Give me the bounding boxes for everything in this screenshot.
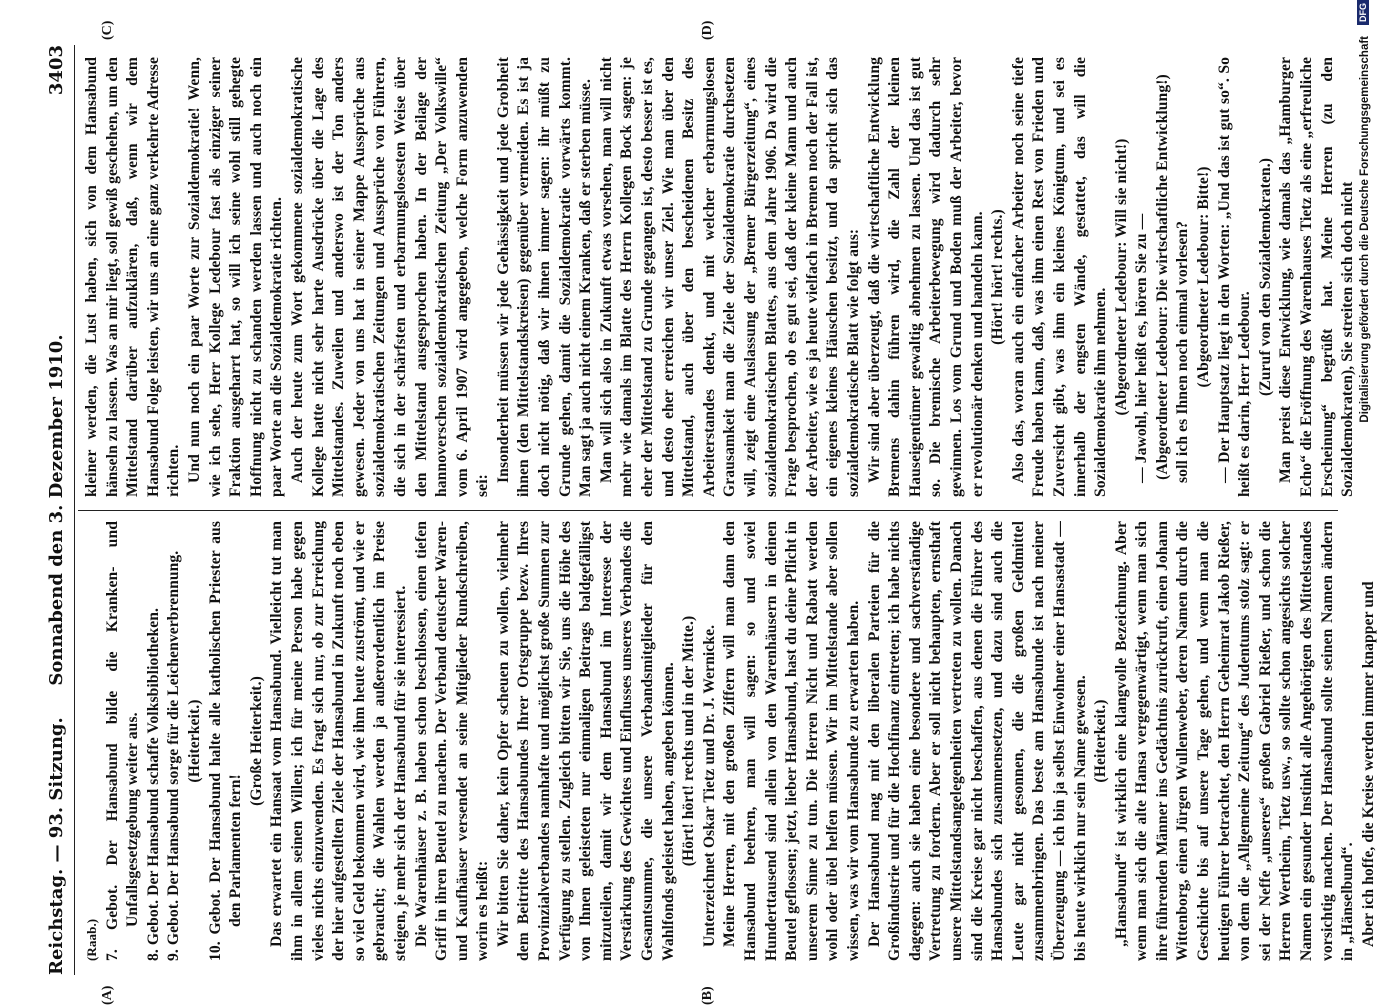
page-header	[40, 45, 74, 975]
paragraph: 9. Gebot. Der Hansabund sorge für die Leichenverbrennung.	[165, 550, 183, 961]
funding-stamp	[1356, 0, 1378, 990]
margin-marker-a: (A)	[100, 985, 115, 1005]
paragraph: Meine Herren, mit den großen Ziffern will man dann den Hansabund beehren, man will sagen: so und soviel Hunderttausend sind allein von den Warenhäusern in deinen Beutel geflossen; jetzt, lieber Hansabund, hast du deine Pflicht in unserem Sinne zu tun. Die Herren Nicht und Rabatt werden wohl oder übel helfen müssen. Wir im Mittelstande aber sollen wissen, was wir vom Hansabunde zu erwarten haben.	[721, 521, 862, 961]
right-column	[82, 56, 1357, 497]
paragraph: Man will sich also in Zukunft etwas vorsehen, man will nicht mehr wie damals im Blatte des Herrn Kollegen Bock sagen: je eher der Mittelstand zu Grunde gegangen ist, desto besser ist es, und desto eher erreichen wir unser Ziel. Wie man über den Mittelstand, auch über den bescheidenen Besitz des Arbeiterstandes denkt, und mit welcher erbarmungslosen Grausamkeit man die Ziele der Sozialdemokratie durchsetzen will, zeigt eine Auslassung der „Bremer Bürgerzeitung“, eines sozialdemokratischen Blattes, aus dem Jahre 1906. Da wird die Frage besprochen, ob es gut sei, daß der kleine Mann und auch der Arbeiter, wie es ja heute vielfach in Bremen noch der Fall ist, ein eigenes kleines Häuschen besitzt, und da spricht sich das sozialdemokratische Blatt wie folgt aus:	[597, 57, 862, 497]
paragraph: Das erwartet ein Hansaat vom Hansabund. Vielleicht tut man ihm in allem seinen Willen; ich für meine Person habe gegen vieles nichts einzuwenden. Es fragt sich nur, ob zur Erreichung der hier aufgestellten Ziele der Hansabund in Zukunft noch eben so viel Geld bekommen wird, wie ihm heute zuströmt, und wie er gebraucht; die Wahlen werden ja außerordentlich im Preise steigen, je mehr sich der Hansabund für sie interessiert.	[268, 521, 409, 961]
paragraph: soll ich es Ihnen noch einmal vorlesen?	[1174, 220, 1192, 483]
margin-marker-d: (D)	[700, 20, 715, 40]
paragraph: Die Warenhäuser z. B. haben schon beschlossen, einen tiefen Griff in ihren Beutel zu machen. Der Verband deutscher Waren- und Kaufhäuser versendet an seine Mitglieder Rundschreiben, worin es heißt:	[412, 521, 492, 961]
paragraph: „Hansabund“ ist wirklich eine klangvolle Bezeichnung. Aber wenn man sich die alte Hansa vergegenwärtigt, wenn man sich ihre führenden Männer ins Gedächtnis zurückruft, einen Johann Wittenborg, einen Jürgen Wullenweber, deren Namen durch die Geschichte bis auf unsere Tage gehen, und wenn man die heutigen Führer betrachtet, den Herrn Geheimrat Jakob Rießer, von dem die „Allgemeine Zeitung“ des Judentums stolz sagt: er sei der Neffe „unseres“ großen Gabriel Rießer, und schon die Herren Wertheim, Tietz usw., so sollte schon angesichts solcher Namen ein gesunder Instinkt alle Angehörigen des Mittelstandes vorsichtig machen. Der Hansabund sollte seinen Namen ändern in „Hänselbund“.	[1112, 521, 1357, 961]
interjection: (Hört! hört! rechts und in der Mitte.)	[680, 615, 698, 867]
interjection: (Heiterkeit.)	[1092, 699, 1110, 783]
interjection: (Große Heiterkeit.)	[247, 676, 265, 806]
interjection: (Abgeordneter Ledebour: Bitte!)	[1195, 166, 1213, 388]
dfg-logo: DFG	[1357, 0, 1369, 25]
paragraph: Wir sind aber überzeugt, daß die wirtschaftliche Entwicklung Bremens dahin führen wird, die Zahl der kleinen Hauseigentümer gewaltig abnehmen zu lassen. Und das ist gut so. Die bremische Arbeiterbewegung wird dadurch sehr gewinnen. Los vom Grund und Boden muß der Arbeiter, bevor er revolutionär denken und handeln kann.	[865, 57, 986, 497]
paragraph: Wir bitten Sie daher, kein Opfer scheuen zu wollen, vielmehr dem Beitritte des Hansabundes Ihrer Ortsgruppe bezw. Ihres Provinzialverbandes namhafte und möglichst große Summen zur Verfügung zu stellen. Zugleich bitten wir Sie, uns die Höhe des von Ihnen geleisteten nur einmaligen Beitrags baldgefälligst mitzuteilen, damit wir dem Hansabund im Interesse der Verstärkung des Gewichtes und Einflusses unseres Verbandes die Gesamtsumme, die unsere Verbandsmitglieder für den Wahlfonds geleistet haben, angeben können.	[494, 521, 677, 961]
left-column	[82, 521, 1377, 961]
speaker-tag: (Raab.)	[84, 918, 99, 961]
paragraph: 8. Gebot. Der Hansabund schaffe Volksbibliotheken.	[144, 607, 162, 961]
interjection: (Heiterkeit.)	[185, 699, 203, 783]
paragraph: Der Hansabund mag mit den liberalen Parteien für die Großindustrie und für die Hochfinanz eintreten; ich habe nichts dagegen: auch sie haben eine besondere und sachverständige Vertretung zu fordern. Aber er soll nicht behaupten, ernsthaft unsere Mittelstandsangelegenheiten vertreten zu wollen. Danach sind die Kreise gar nicht beschaffen, aus denen die Führer des Hansabundes sich zusammensetzen, und dazu sind auch die Leute gar nicht gesonnen, die die großen Geldmittel zusammenbringen. Das beste am Hansabunde ist nach meiner Überzeugung — ich bin ja selbst Einwohner einer Hansastadt — bis heute wirklich nur sein Name gewesen.	[865, 521, 1089, 961]
paragraph: — Der Hauptsatz liegt in den Worten: „Und das ist gut so“. So heißt es darin, Herr Ledebour.	[1215, 57, 1254, 497]
interjection: (Abgeordneter Ledebour: Die wirtschaftliche Entwicklung!)	[1153, 74, 1171, 480]
header-date: Sonnabend den 3. Dezember 1910.	[46, 334, 67, 686]
margin-marker-c: (C)	[100, 20, 115, 40]
paragraph: Unterzeichnet Oskar Tietz und Dr. J. Wernicke.	[700, 624, 718, 947]
left-column-body	[103, 521, 1380, 961]
paragraph: Und nun noch ein paar Worte zur Sozialdemokratie! Wenn, wie ich sehe, Herr Kollege Ledebour fast als einziger seiner Fraktion ausgeharrt hat, so will ich seine wohl still gehegte Hoffnung nicht zu schanden werden lassen und auch noch ein paar Worte an die Sozialdemokratie richten.	[185, 57, 286, 497]
margin-marker-b: (B)	[700, 986, 715, 1005]
column-rule	[78, 510, 1338, 511]
interjection: (Zuruf von den Sozialdemokraten.)	[1256, 157, 1274, 397]
paragraph: Also das, woran auch ein einfacher Arbeiter noch seine tiefe Freude haben kann, daß, was ihm einen Rest von Frieden und Zuversicht gibt, was ihm ein kleines Königtum, und sei es innerhalb der engsten Wände, gestattet, das will die Sozialdemokratie ihm nehmen.	[1009, 57, 1110, 497]
paragraph: 10. Gebot. Der Hansabund halte alle katholischen Priester aus den Parlamenten fern!	[206, 521, 245, 961]
header-rule	[74, 45, 75, 975]
paragraph: Aber ich hoffe, die Kreise werden immer knapper und	[1359, 581, 1377, 947]
paragraph: — Jawohl, hier heißt es, hören Sie zu —	[1133, 213, 1151, 483]
interjection: (Abgeordneter Ledebour: Will sie nicht!)	[1112, 138, 1130, 416]
paragraph: Auch der heute zum Wort gekommene sozialdemokratische Kollege hatte nicht sehr harte Ausdrücke über die Lage des Mittelstandes. Zuweilen und anderswo ist der Ton anders gewesen. Jeder von uns hat in seiner Mappe Aussprüche aus sozialdemokratischen Zeitungen und Aussprüche von Führern, die sich in der schärfsten und erbarmungslosesten Weise über den Mittelstand ausgesprochen haben. In der Beilage der hannoverschen sozialdemokratischen Zeitung „Der Volkswille“ vom 6. April 1907 wird angegeben, welche Form anzuwenden sei:	[288, 57, 492, 497]
interjection: (Hört! hört! rechts.)	[989, 209, 1007, 345]
header-left: Reichstag. — 93. Sitzung.	[46, 717, 67, 975]
paragraph: 7. Gebot. Der Hansabund bilde die Kranken- und Unfallsgesetzgebung weiter aus.	[103, 521, 142, 961]
funding-text: Digitalisierung gefördert durch die Deutsche Forschungsgemeinschaft	[1359, 36, 1371, 423]
paragraph: kleiner werden, die Lust haben, sich von dem Hansabund hänseln zu lassen. Was an mir liegt, soll gewiß geschehen, um den Mittelstand darüber aufzuklären, daß, wenn wir dem Hansabund Folge leisten, wir uns an eine ganz verkehrte Adresse richten.	[83, 56, 183, 497]
page-number: 3403	[46, 45, 67, 96]
paragraph: Insonderheit müssen wir jede Gehässigkeit und jede Grobheit ihnen (den Mittelstandskreisen) gegenüber vermeiden. Es ist ja doch nicht nötig, daß wir ihnen immer sagen: ihr müßt zu Grunde gehen, damit die Sozialdemokratie vorwärts kommt. Man sagt ja auch nicht einem Kranken, daß er sterben müsse.	[494, 57, 595, 497]
paragraph: Man preist diese Entwicklung, wie damals das „Hamburger Echo“ die Eröffnung des Warenhauses Tietz als eine „erfreuliche Erscheinung“ begrüßt hat. Meine Herren (zu den Sozialdemokraten), Sie streiten sich doch nicht	[1277, 57, 1357, 497]
right-column-body	[82, 57, 1359, 497]
